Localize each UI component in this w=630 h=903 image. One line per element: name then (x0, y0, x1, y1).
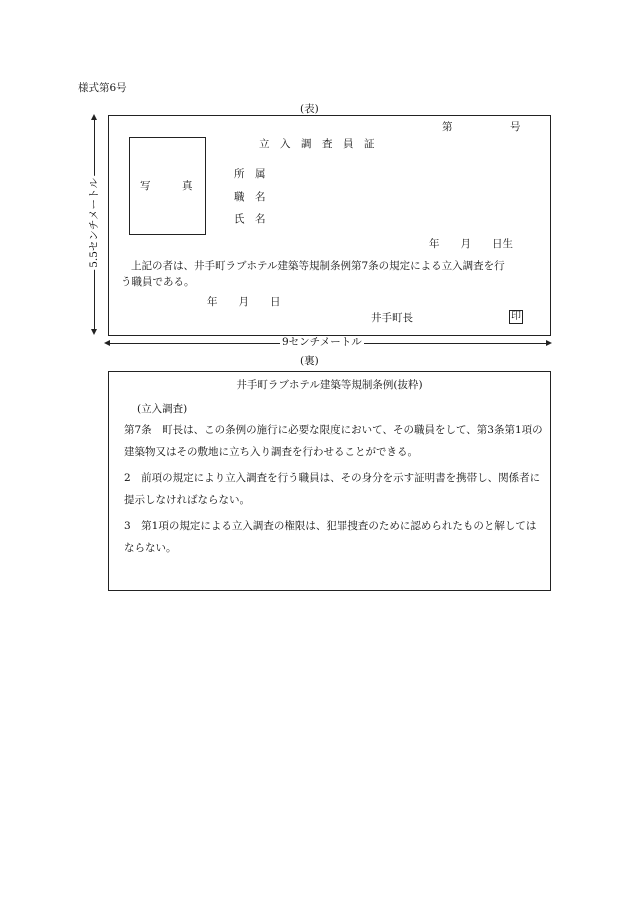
seal-mark: 印 (511, 311, 521, 322)
affiliation-label: 所 属 (234, 168, 266, 180)
height-dimension-label: 5.5センチメートル (88, 178, 100, 268)
front-side-label: (表) (300, 103, 319, 115)
article-7-paragraph-2: 2 前項の規定により立入調査を行う職員は、その身分を示す証明書を携帯し、関係者に提示しなければならない。 (124, 472, 541, 506)
number-prefix: 第 (442, 121, 453, 133)
number-suffix: 号 (510, 121, 521, 133)
front-card (108, 115, 551, 336)
name-label: 氏 名 (234, 213, 266, 225)
article-7: 第7条 町長は、この条例の施行に必要な限度において、その職員をして、第3条第1項の建築物又はその敷地に立ち入り調査を行わせることができる。 (124, 424, 543, 458)
birth-date: 年 月 日生 (429, 238, 513, 250)
photo-box (129, 137, 206, 235)
job-title-label: 職 名 (234, 191, 266, 203)
card-title: 立 入 調 査 員 証 (259, 138, 375, 150)
back-side-label: (裏) (300, 355, 319, 367)
back-card (108, 371, 551, 591)
issue-date: 年 月 日 (207, 296, 281, 308)
statement-line-2: う職員である。 (121, 276, 195, 288)
height-arrow-bottom-icon (91, 329, 97, 335)
statement-line-1: 上記の者は、井手町ラブホテル建築等規制条例第7条の規定による立入調査を行 (131, 260, 505, 272)
photo-label: 写 真 (140, 180, 193, 192)
ordinance-title: 井手町ラブホテル建築等規制条例(抜粋) (236, 379, 423, 391)
section-heading: (立入調査) (137, 403, 188, 415)
form-number: 様式第6号 (78, 82, 127, 94)
width-dimension-label: 9センチメートル (282, 336, 362, 348)
width-arrow-right-icon (546, 340, 552, 346)
issuer: 井手町長 (371, 312, 413, 324)
article-7-paragraph-3: 3 第1項の規定による立入調査の権限は、犯罪捜査のために認められたものと解してはならない。 (124, 520, 537, 554)
